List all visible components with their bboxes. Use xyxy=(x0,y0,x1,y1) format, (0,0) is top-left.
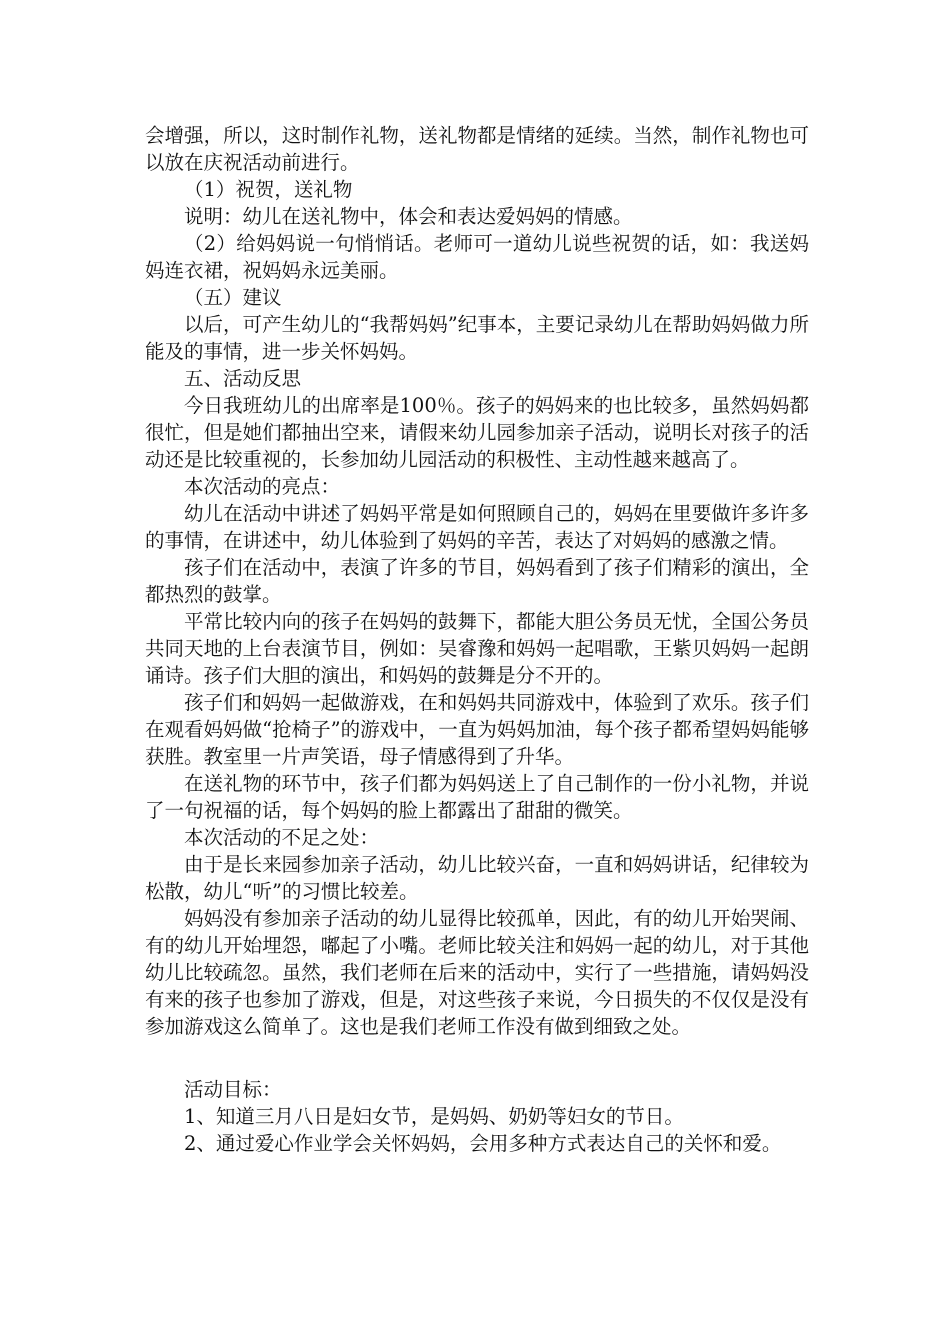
paragraph: 今日我班幼儿的出席率是100％。孩子的妈妈来的也比较多，虽然妈妈都很忙，但是她们都抽出空来，请假来幼儿园参加亲子活动，说明长对孩子的活动还是比较重视的，长参加幼儿园活动的积极性、主动性越来越高了。 xyxy=(145,394,809,471)
paragraph: 本次活动的亮点： xyxy=(184,475,341,498)
paragraph: 本次活动的不足之处： xyxy=(184,826,380,849)
paragraph: （2）给妈妈说一句悄悄话。老师可一道幼儿说些祝贺的话，如：我送妈妈连衣裙，祝妈妈永远美丽。 xyxy=(145,232,809,282)
blank-line xyxy=(145,1040,809,1076)
paragraph: 2、通过爱心作业学会关怀妈妈，会用多种方式表达自己的关怀和爱。 xyxy=(184,1132,782,1155)
paragraph: 在送礼物的环节中，孩子们都为妈妈送上了自己制作的一份小礼物，并说了一句祝福的话，每个妈妈的脸上都露出了甜甜的微笑。 xyxy=(145,772,809,822)
paragraph: 孩子们和妈妈一起做游戏，在和妈妈共同游戏中，体验到了欢乐。孩子们在观看妈妈做“抢椅子”的游戏中，一直为妈妈加油，每个孩子都希望妈妈能够获胜。教室里一片声笑语，母子情感得到了升华。 xyxy=(145,691,809,768)
paragraph: 孩子们在活动中，表演了许多的节目，妈妈看到了孩子们精彩的演出，全都热烈的鼓掌。 xyxy=(145,556,809,606)
paragraph: 1、知道三月八日是妇女节，是妈妈、奶奶等妇女的节日。 xyxy=(184,1105,684,1128)
paragraph: 说明：幼儿在送礼物中，体会和表达爱妈妈的情感。 xyxy=(184,205,633,228)
paragraph: （1）祝贺，送礼物 xyxy=(184,178,353,201)
paragraph: 会增强，所以，这时制作礼物，送礼物都是情绪的延续。当然，制作礼物也可以放在庆祝活动前进行。 xyxy=(145,124,809,174)
document-page xyxy=(145,122,809,1157)
paragraph: 幼儿在活动中讲述了妈妈平常是如何照顾自己的，妈妈在里要做许多许多的事情，在讲述中，幼儿体验到了妈妈的辛苦，表达了对妈妈的感激之情。 xyxy=(145,502,809,552)
body-text-bottom xyxy=(145,1076,809,1157)
section-heading: （五）建议 xyxy=(184,286,282,309)
body-text-top xyxy=(145,122,809,1040)
paragraph: 妈妈没有参加亲子活动的幼儿显得比较孤单，因此，有的幼儿开始哭闹、有的幼儿开始埋怨，嘟起了小嘴。老师比较关注和妈妈一起的幼儿，对于其他幼儿比较疏忽。虽然，我们老师在后来的活动中，实行了一些措施，请妈妈没有来的孩子也参加了游戏，但是，对这些孩子来说，今日损失的不仅仅是没有参加游戏这么简单了。这也是我们老师工作没有做到细致之处。 xyxy=(145,907,809,1038)
paragraph: 平常比较内向的孩子在妈妈的鼓舞下，都能大胆公务员无忧，全国公务员共同天地的上台表演节目，例如：吴睿豫和妈妈一起唱歌，王紫贝妈妈一起朗诵诗。孩子们大胆的演出，和妈妈的鼓舞是分不开的。 xyxy=(145,610,809,687)
paragraph: 以后，可产生幼儿的“我帮妈妈”纪事本，主要记录幼儿在帮助妈妈做力所能及的事情，进一步关怀妈妈。 xyxy=(145,313,809,363)
section-heading: 五、活动反思 xyxy=(184,367,302,390)
paragraph: 由于是长来园参加亲子活动，幼儿比较兴奋，一直和妈妈讲话，纪律较为松散，幼儿“听”的习惯比较差。 xyxy=(145,853,809,903)
section-heading: 活动目标： xyxy=(184,1078,282,1101)
